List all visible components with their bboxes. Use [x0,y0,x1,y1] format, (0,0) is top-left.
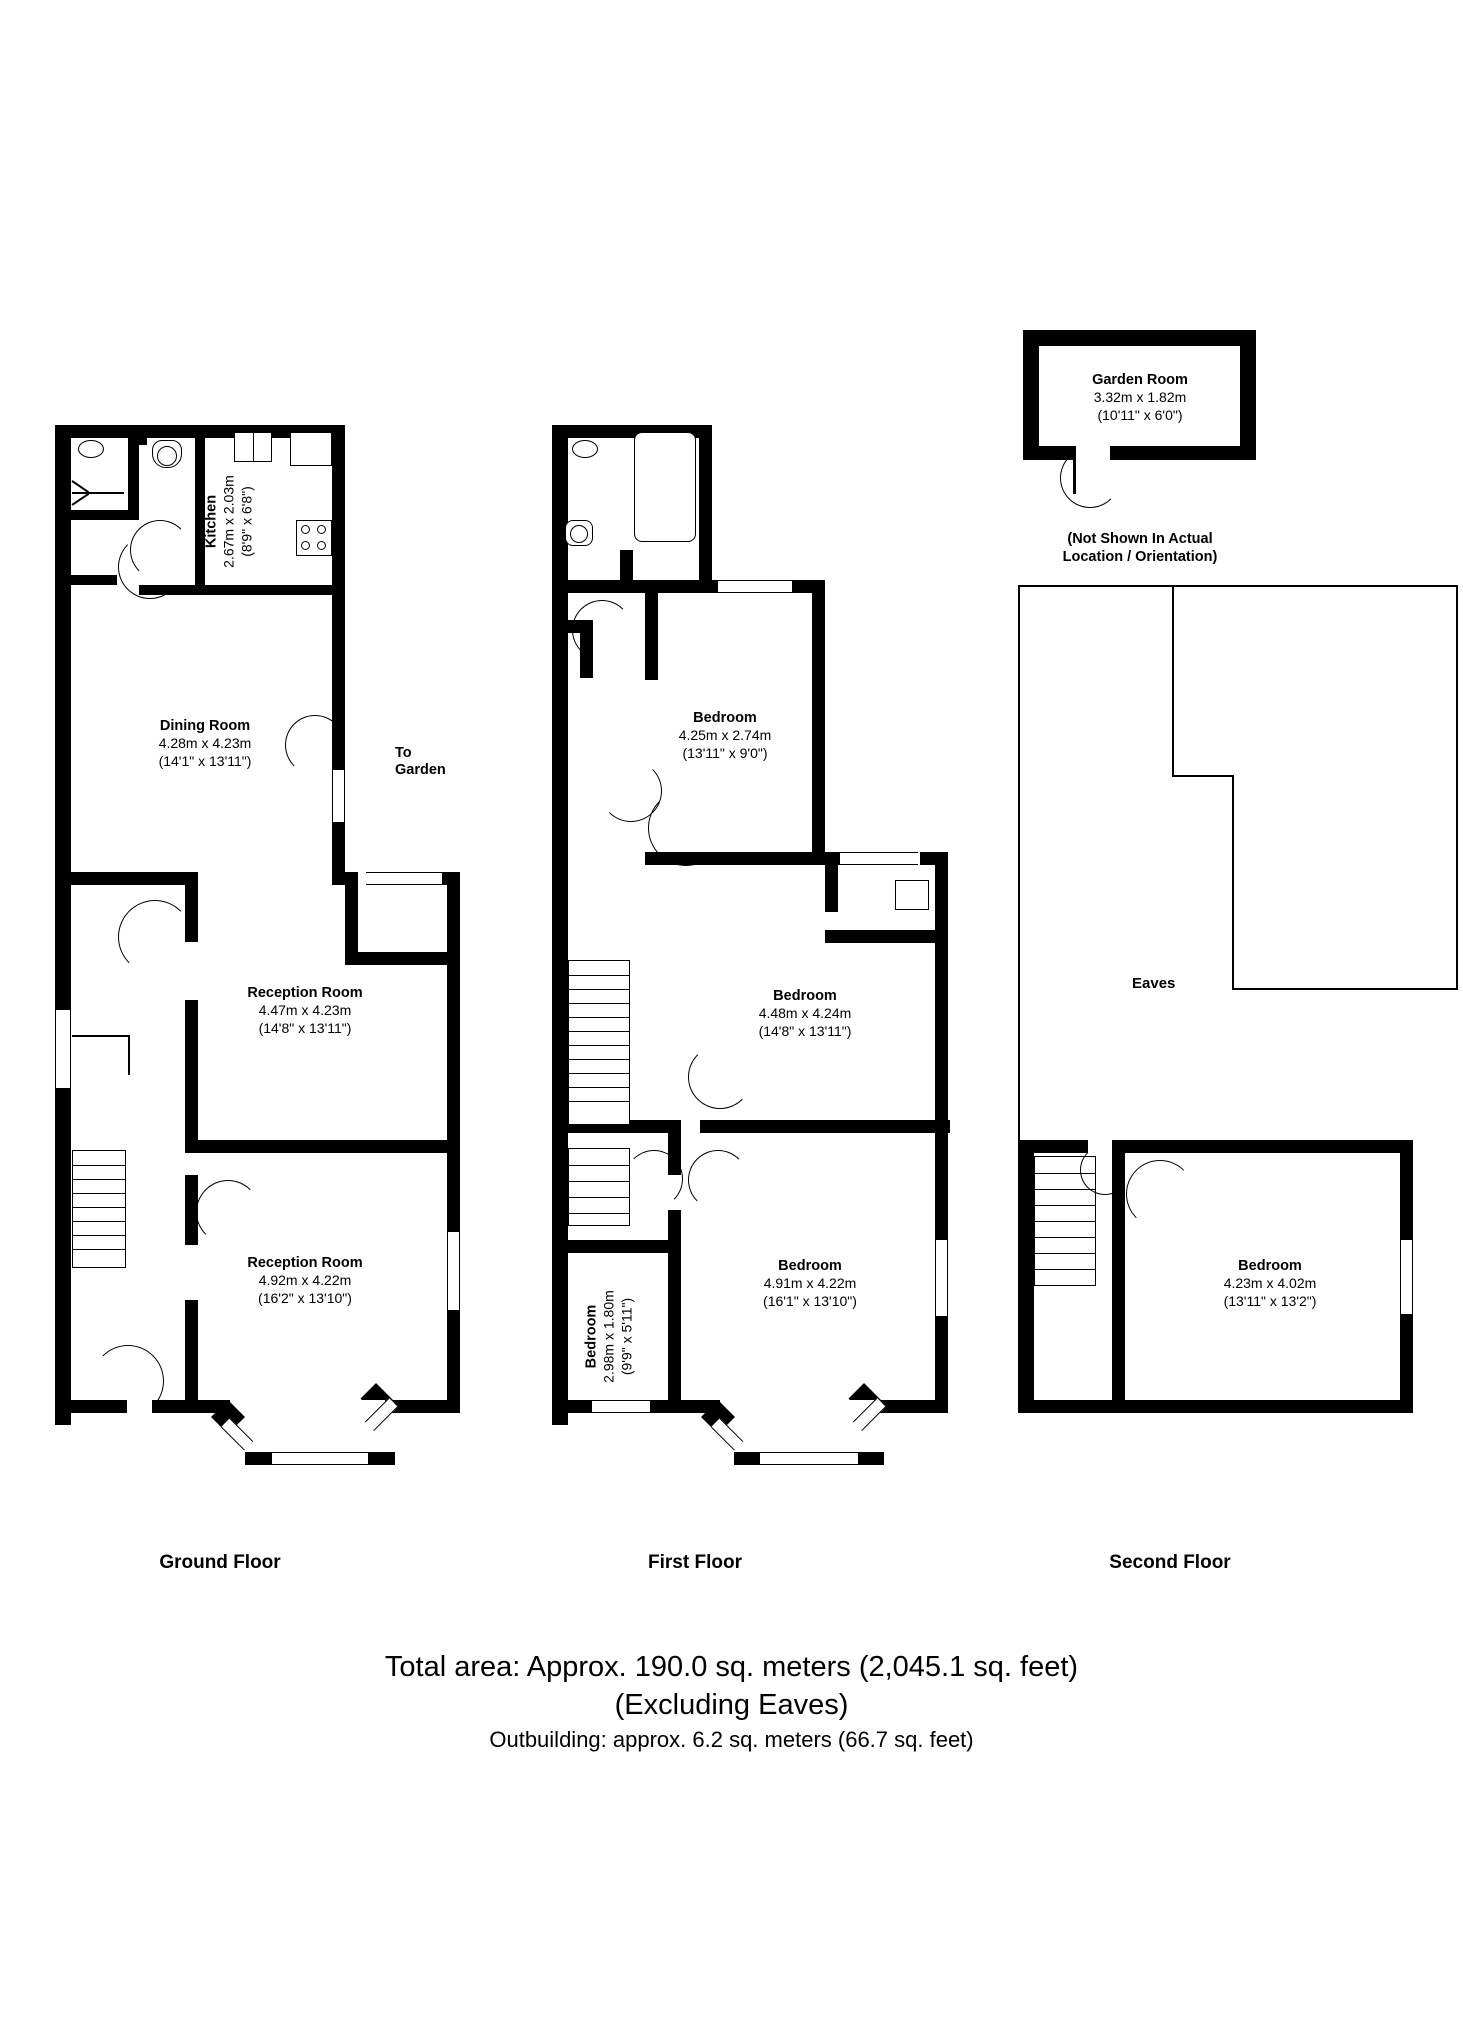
first-wall-bed1-left [645,580,658,680]
ground-window-dining-right [332,770,345,822]
room-imperial: (10'11" x 6'0") [1097,407,1183,423]
eaves-edge-right [1456,585,1458,990]
room-label-kitchen [204,457,257,587]
room-imperial: (13'11" x 13'2") [1223,1293,1317,1309]
ground-left-wall-b [55,620,71,700]
room-metric: 4.92m x 4.22m [258,1272,352,1288]
room-metric: 2.98m x 1.80m [600,1290,617,1383]
ground-wall-step [345,872,358,962]
second-window-bedroom [1400,1240,1413,1314]
ground-entry-arrow-head-a [71,480,89,493]
second-wall-top-left [1018,1140,1088,1153]
room-label-dining-room [90,718,320,771]
ground-wall-reception-divider [185,1140,365,1153]
ground-wc-bowl-icon [157,446,177,466]
first-door-bed1 [648,790,724,866]
room-metric: 4.91m x 4.22m [763,1275,857,1291]
second-wall-top-right [1113,1140,1413,1153]
room-name: Bedroom [583,1304,600,1369]
ground-bay-open [255,1400,385,1414]
annotation-to-garden: To Garden [395,745,446,778]
eaves-edge-r1 [1172,585,1174,775]
room-label-garden-room [1025,372,1255,425]
ground-wall-dining-reception [55,872,190,885]
eaves-edge-left [1018,585,1020,1160]
second-wall-left [1018,1140,1034,1412]
eaves-label: Eaves [1132,975,1176,992]
room-label-reception-room-1 [190,985,420,1038]
room-label-reception-room-2 [190,1255,420,1308]
outbuilding-area-line: Outbuilding: approx. 6.2 sq. meters (66.7 sq. feet) [489,1727,974,1752]
room-label-first-bedroom-3 [695,1258,925,1311]
first-window-bed4-bottom [592,1400,650,1413]
first-staircase-upper [568,1148,630,1226]
ground-wall-reception-divider-b [352,1140,452,1153]
room-imperial: (14'8" x 13'11") [258,1020,352,1036]
first-wall-hall-v [620,550,633,590]
room-metric: 3.32m x 1.82m [1093,389,1187,405]
first-wall-bottom-right [880,1400,948,1413]
ground-entry-arrow-shaft [72,492,124,494]
ground-hall-wall-bottom [185,1300,198,1400]
ground-window-hall-left [55,1010,71,1088]
room-label-first-bedroom-1 [610,710,840,763]
first-wall-bed2-bottom-b [700,1120,950,1133]
room-imperial: (14'1" x 13'11") [158,753,252,769]
total-area-line-1: Total area: Approx. 190.0 sq. meters (2,045.1 sq. feet) [384,1651,1079,1683]
eaves-edge-r2 [1172,775,1234,777]
room-name: Dining Room [159,718,251,734]
room-imperial: (16'1" x 13'10") [763,1293,857,1309]
garden-wall-bottom-left [1023,446,1073,460]
ground-basin-icon [78,440,104,458]
total-area-line-2: (Excluding Eaves) [614,1689,849,1721]
room-metric: 4.28m x 4.23m [158,735,252,751]
room-label-first-bedroom-2 [690,988,920,1041]
first-basin-icon [572,440,598,458]
ground-stair-line-b [128,1035,130,1075]
first-cupboard-icon [895,880,929,910]
second-door-bedroom [1126,1160,1194,1228]
room-name: Reception Room [247,1255,363,1271]
garden-wall-top [1023,330,1256,346]
second-wall-bottom [1018,1400,1413,1413]
eaves-edge-r3 [1232,775,1234,990]
ground-stair-line-a [72,1035,130,1037]
eaves-edge-top [1018,585,1458,587]
room-label-second-bedroom [1155,1258,1385,1311]
room-imperial: (13'11" x 9'0") [682,745,768,761]
ground-door-reception-upper [118,900,192,974]
ground-wall-right-jog [345,952,447,965]
first-wall-bed4-top [552,1240,680,1253]
ground-staircase [72,1150,126,1268]
room-name: Reception Room [247,985,363,1001]
room-metric: 2.67m x 2.03m [220,475,237,568]
first-wall-top-right [699,425,712,585]
ground-hall-partition [55,575,117,585]
ground-hob-ring-1 [301,525,310,534]
second-door-landing [1080,1145,1130,1195]
garden-door-arc [1060,448,1120,508]
first-wall-landing-v-b [668,1210,681,1400]
floor-title-first: First Floor [648,1552,742,1573]
ground-left-wall-c [55,700,71,725]
ground-bay-window-front [272,1452,368,1465]
ground-window-reception-top [366,872,442,885]
ground-bath-left [55,425,71,510]
first-bay-window-front [760,1452,858,1465]
totals-block [0,1648,1463,1756]
first-window-bed3-right [935,1240,948,1316]
room-metric: 4.23m x 4.02m [1223,1275,1317,1291]
first-wall-left-b [552,650,568,750]
room-name: Garden Room [1092,372,1188,388]
eaves-edge-r4 [1232,988,1458,990]
floor-title-ground: Ground Floor [159,1552,281,1573]
room-imperial: (16'2" x 13'10") [258,1290,352,1306]
ground-hob-ring-3 [301,541,310,550]
ground-door-front [92,1345,164,1417]
room-name: Bedroom [1238,1258,1302,1274]
ground-entry-arrow-head-b [71,493,89,506]
first-bay-open [744,1400,874,1414]
ground-hob-ring-2 [317,525,326,534]
room-label-first-bedroom-4 [584,1272,637,1402]
ground-door-reception-lower [196,1180,260,1244]
ground-window-reception-right [447,1232,460,1310]
ground-door-hall-a [118,535,182,599]
ground-kitchen-nib [139,425,147,445]
ground-hob-ring-4 [317,541,326,550]
first-wall-bottom-left [552,1400,597,1413]
first-window-bed2-top [840,852,918,865]
ground-worktop-icon [290,432,332,466]
first-wc-bowl-icon [570,525,588,543]
ground-bath-bottom [55,510,131,520]
room-name: Bedroom [773,988,837,1004]
room-metric: 4.47m x 4.23m [258,1002,352,1018]
ground-wall-kitchen-right [332,425,345,595]
room-imperial: (8'9" x 6'8") [238,486,255,557]
room-metric: 4.25m x 2.74m [678,727,772,743]
ground-bath-right [128,425,139,520]
first-wall-step-jog [825,930,935,943]
first-door-bed4 [625,1150,683,1208]
first-window-bed1 [718,580,792,593]
first-door-bed2 [688,1045,752,1109]
room-name: Kitchen [203,494,220,549]
first-bath-icon [634,432,696,542]
first-wall-left [552,425,568,1425]
floor-title-second: Second Floor [1109,1552,1231,1573]
ground-wall-step-top [332,872,358,885]
garden-room-note: (Not Shown In Actual Location / Orientation) [1062,531,1218,565]
room-name: Bedroom [778,1258,842,1274]
first-door-bed3 [688,1150,748,1210]
room-name: Bedroom [693,710,757,726]
room-metric: 4.48m x 4.24m [758,1005,852,1021]
room-imperial: (14'8" x 13'11") [758,1023,852,1039]
garden-wall-bottom-right [1110,446,1256,460]
ground-wall-bottom-right [392,1400,460,1413]
room-imperial: (9'9" x 5'11") [618,1297,635,1376]
first-door-bathroom [572,600,632,660]
first-staircase [568,960,630,1125]
